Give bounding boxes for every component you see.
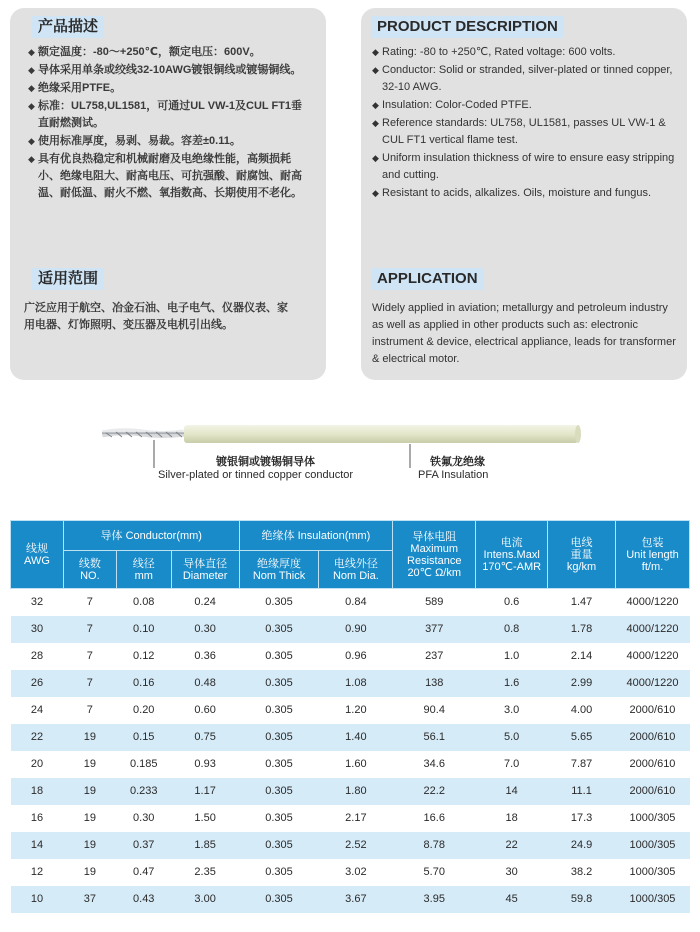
table-cell: 5.0: [476, 724, 548, 751]
table-cell: 24.9: [548, 832, 616, 859]
diamond-bullet-icon: ◆: [372, 65, 379, 75]
cn-description-list: [28, 44, 308, 203]
list-item: ◆ 导体采用单条或绞线32-10AWG镀银铜线或镀锡铜线。: [28, 62, 308, 79]
table-cell: 0.305: [239, 832, 319, 859]
table-cell: 0.30: [171, 616, 239, 643]
table-cell: 1.50: [171, 805, 239, 832]
en-application-text: Widely applied in aviation; metallurgy and petroleum industry as well as applied in other products such as: electronic instrument & device, electrical appliance, leads for transformer & electrical motor.: [372, 302, 676, 365]
table-cell: 1.47: [548, 589, 616, 616]
table-cell: 7.0: [476, 751, 548, 778]
table-cell: 19: [63, 751, 116, 778]
diamond-bullet-icon: ◆: [372, 153, 379, 163]
strand-count-header: 线数 NO.: [63, 551, 116, 589]
table-cell: 1.08: [319, 670, 393, 697]
table-cell: 30: [476, 859, 548, 886]
table-cell: 7: [63, 616, 116, 643]
table-cell: 24: [11, 697, 64, 724]
table-cell: 0.185: [116, 751, 171, 778]
table-cell: 2000/610: [615, 697, 689, 724]
table-cell: 45: [476, 886, 548, 913]
table-cell: 2000/610: [615, 724, 689, 751]
table-row: [11, 805, 690, 832]
table-cell: 0.24: [171, 589, 239, 616]
table-cell: 26: [11, 670, 64, 697]
chinese-description-panel: [10, 8, 326, 380]
table-cell: 2.14: [548, 643, 616, 670]
table-cell: 90.4: [393, 697, 476, 724]
table-cell: 1.20: [319, 697, 393, 724]
table-cell: 56.1: [393, 724, 476, 751]
diamond-bullet-icon: ◆: [28, 65, 35, 75]
table-cell: 0.305: [239, 643, 319, 670]
table-cell: 28: [11, 643, 64, 670]
table-cell: 0.12: [116, 643, 171, 670]
weight-header: 电线 重量 kg/km: [548, 521, 616, 589]
table-cell: 4.00: [548, 697, 616, 724]
table-cell: 0.20: [116, 697, 171, 724]
list-item: ◆ Rating: -80 to +250℃, Rated voltage: 600 volts.: [372, 44, 678, 61]
table-cell: 3.0: [476, 697, 548, 724]
table-cell: 3.02: [319, 859, 393, 886]
table-cell: 589: [393, 589, 476, 616]
table-cell: 0.305: [239, 886, 319, 913]
specification-table: [10, 520, 690, 913]
table-row: [11, 697, 690, 724]
specification-table-body: [11, 589, 690, 913]
diamond-bullet-icon: ◆: [28, 101, 35, 111]
table-cell: 1.17: [171, 778, 239, 805]
diamond-bullet-icon: ◆: [372, 118, 379, 128]
table-cell: 16.6: [393, 805, 476, 832]
table-cell: 4000/1220: [615, 643, 689, 670]
table-cell: 22: [476, 832, 548, 859]
table-cell: 38.2: [548, 859, 616, 886]
table-cell: 2.17: [319, 805, 393, 832]
outer-diameter-header: 电线外径 Nom Dia.: [319, 551, 393, 589]
current-header: 电流 Intens.Maxl 170℃-AMR: [476, 521, 548, 589]
table-cell: 2000/610: [615, 778, 689, 805]
table-cell: 1.0: [476, 643, 548, 670]
diamond-bullet-icon: ◆: [28, 83, 35, 93]
list-item: ◆ Uniform insulation thickness of wire to ensure easy stripping and cutting.: [372, 152, 675, 181]
list-item: ◆ Conductor: Solid or stranded, silver-plated or tinned copper, 32-10 AWG.: [372, 64, 673, 93]
table-cell: 0.305: [239, 751, 319, 778]
table-cell: 1.6: [476, 670, 548, 697]
table-cell: 3.00: [171, 886, 239, 913]
resistance-header: 导体电阻 Maximum Resistance 20℃ Ω/km: [393, 521, 476, 589]
table-cell: 7.87: [548, 751, 616, 778]
table-row: [11, 724, 690, 751]
unit-length-header: 包装 Unit length ft/m.: [615, 521, 689, 589]
table-cell: 4000/1220: [615, 616, 689, 643]
diamond-bullet-icon: ◆: [372, 100, 379, 110]
table-cell: 0.10: [116, 616, 171, 643]
list-item: ◆ 绝缘采用PTFE。: [28, 80, 308, 97]
table-cell: 19: [63, 859, 116, 886]
table-cell: 19: [63, 805, 116, 832]
list-item: ◆ 标准：UL758,UL1581，可通过UL VW-1及CUL FT1垂直耐燃测试。: [28, 100, 303, 129]
table-cell: 4000/1220: [615, 589, 689, 616]
conductor-label: [158, 456, 353, 482]
table-cell: 0.305: [239, 697, 319, 724]
table-cell: 0.08: [116, 589, 171, 616]
table-cell: 22.2: [393, 778, 476, 805]
table-cell: 0.305: [239, 616, 319, 643]
cn-application-text: 广泛应用于航空、冶金石油、电子电气、仪器仪表、家用电器、灯饰照明、变压器及电机引出线。: [24, 302, 288, 331]
table-cell: 0.16: [116, 670, 171, 697]
table-cell: 0.75: [171, 724, 239, 751]
table-cell: 0.37: [116, 832, 171, 859]
table-cell: 32: [11, 589, 64, 616]
table-cell: 0.6: [476, 589, 548, 616]
table-cell: 7: [63, 697, 116, 724]
table-cell: 20: [11, 751, 64, 778]
table-cell: 0.233: [116, 778, 171, 805]
table-cell: 0.305: [239, 859, 319, 886]
list-item: ◆ 额定温度：-80～+250℃，额定电压：600V。: [28, 44, 308, 61]
table-cell: 0.305: [239, 670, 319, 697]
table-cell: 1000/305: [615, 832, 689, 859]
table-cell: 377: [393, 616, 476, 643]
table-cell: 0.90: [319, 616, 393, 643]
table-row: [11, 616, 690, 643]
conductor-label-en: Silver-plated or tinned copper conductor: [158, 469, 354, 481]
table-cell: 19: [63, 778, 116, 805]
diamond-bullet-icon: ◆: [28, 136, 35, 146]
table-row: [11, 643, 690, 670]
table-cell: 5.70: [393, 859, 476, 886]
table-cell: 3.95: [393, 886, 476, 913]
insulation-label: [418, 456, 488, 482]
table-cell: 1000/305: [615, 859, 689, 886]
list-item: ◆ 具有优良热稳定和机械耐磨及电绝缘性能，高频损耗小、绝缘电阻大、耐高电压、可抗强酸、耐腐蚀、耐高温、耐低温、耐火不燃、氧指数高、长期使用不老化。: [28, 153, 302, 199]
table-cell: 18: [476, 805, 548, 832]
table-cell: 0.8: [476, 616, 548, 643]
insulation-header: 绝缘体 Insulation(mm): [239, 521, 393, 551]
table-cell: 59.8: [548, 886, 616, 913]
table-cell: 34.6: [393, 751, 476, 778]
table-cell: 1000/305: [615, 805, 689, 832]
list-item: ◆ Resistant to acids, alkalizes. Oils, moisture and fungus.: [372, 185, 678, 202]
table-cell: 0.36: [171, 643, 239, 670]
table-cell: 1.85: [171, 832, 239, 859]
table-cell: 7: [63, 643, 116, 670]
table-cell: 1.80: [319, 778, 393, 805]
table-cell: 0.43: [116, 886, 171, 913]
diamond-bullet-icon: ◆: [372, 188, 379, 198]
insulation-label-cn: 铁氟龙绝缘: [430, 456, 485, 468]
list-item: ◆ 使用标准厚度，易剥、易裁。容差±0.11。: [28, 133, 308, 150]
en-description-list: [372, 44, 678, 203]
table-cell: 0.96: [319, 643, 393, 670]
table-row: [11, 751, 690, 778]
table-cell: 0.84: [319, 589, 393, 616]
table-cell: 0.305: [239, 778, 319, 805]
table-cell: 0.305: [239, 589, 319, 616]
awg-header: 线规 AWG: [11, 521, 64, 589]
table-cell: 1.60: [319, 751, 393, 778]
table-cell: 22: [11, 724, 64, 751]
table-row: [11, 859, 690, 886]
insulation-label-en: PFA Insulation: [418, 469, 489, 481]
diamond-bullet-icon: ◆: [28, 154, 35, 164]
table-cell: 30: [11, 616, 64, 643]
table-cell: 3.67: [319, 886, 393, 913]
table-cell: 1.40: [319, 724, 393, 751]
table-cell: 0.93: [171, 751, 239, 778]
cn-description-heading: 产品描述: [32, 16, 104, 38]
table-row: [11, 832, 690, 859]
table-cell: 16: [11, 805, 64, 832]
table-cell: 10: [11, 886, 64, 913]
table-cell: 18: [11, 778, 64, 805]
cn-application-heading: 适用范围: [32, 268, 104, 290]
table-cell: 12: [11, 859, 64, 886]
table-row: [11, 886, 690, 913]
list-item: ◆ Reference standards: UL758, UL1581, passes UL VW-1 & CUL FT1 vertical flame test.: [372, 117, 666, 146]
table-cell: 0.30: [116, 805, 171, 832]
table-cell: 19: [63, 724, 116, 751]
table-row: [11, 670, 690, 697]
table-cell: 0.48: [171, 670, 239, 697]
insulation-end: [575, 425, 581, 443]
conductor-diameter-header: 导体直径 Diameter: [171, 551, 239, 589]
conductor-strands: [102, 432, 184, 437]
table-cell: 0.60: [171, 697, 239, 724]
diamond-bullet-icon: ◆: [372, 47, 379, 57]
table-cell: 7: [63, 589, 116, 616]
table-cell: 2.35: [171, 859, 239, 886]
table-cell: 0.15: [116, 724, 171, 751]
table-cell: 237: [393, 643, 476, 670]
table-cell: 11.1: [548, 778, 616, 805]
table-cell: 2.99: [548, 670, 616, 697]
conductor-label-cn: 镀银铜或镀锡铜导体: [216, 456, 315, 468]
conductor-header: 导体 Conductor(mm): [63, 521, 239, 551]
table-cell: 14: [476, 778, 548, 805]
table-cell: 138: [393, 670, 476, 697]
table-cell: 37: [63, 886, 116, 913]
table-cell: 5.65: [548, 724, 616, 751]
strand-diameter-header: 线径 mm: [116, 551, 171, 589]
en-application-heading: APPLICATION: [371, 268, 484, 290]
list-item: ◆ Insulation: Color-Coded PTFE.: [372, 97, 678, 114]
table-cell: 1.78: [548, 616, 616, 643]
table-row: [11, 589, 690, 616]
en-description-heading: PRODUCT DESCRIPTION: [371, 16, 564, 38]
table-cell: 2.52: [319, 832, 393, 859]
english-description-panel: [361, 8, 687, 380]
diamond-bullet-icon: ◆: [28, 47, 35, 57]
table-cell: 1000/305: [615, 886, 689, 913]
table-cell: 0.47: [116, 859, 171, 886]
table-cell: 8.78: [393, 832, 476, 859]
table-cell: 0.305: [239, 724, 319, 751]
insulation-thickness-header: 绝缘厚度 Nom Thick: [239, 551, 319, 589]
table-cell: 7: [63, 670, 116, 697]
table-cell: 17.3: [548, 805, 616, 832]
table-cell: 19: [63, 832, 116, 859]
table-cell: 14: [11, 832, 64, 859]
table-cell: 4000/1220: [615, 670, 689, 697]
table-row: [11, 778, 690, 805]
table-cell: 0.305: [239, 805, 319, 832]
table-cell: 2000/610: [615, 751, 689, 778]
